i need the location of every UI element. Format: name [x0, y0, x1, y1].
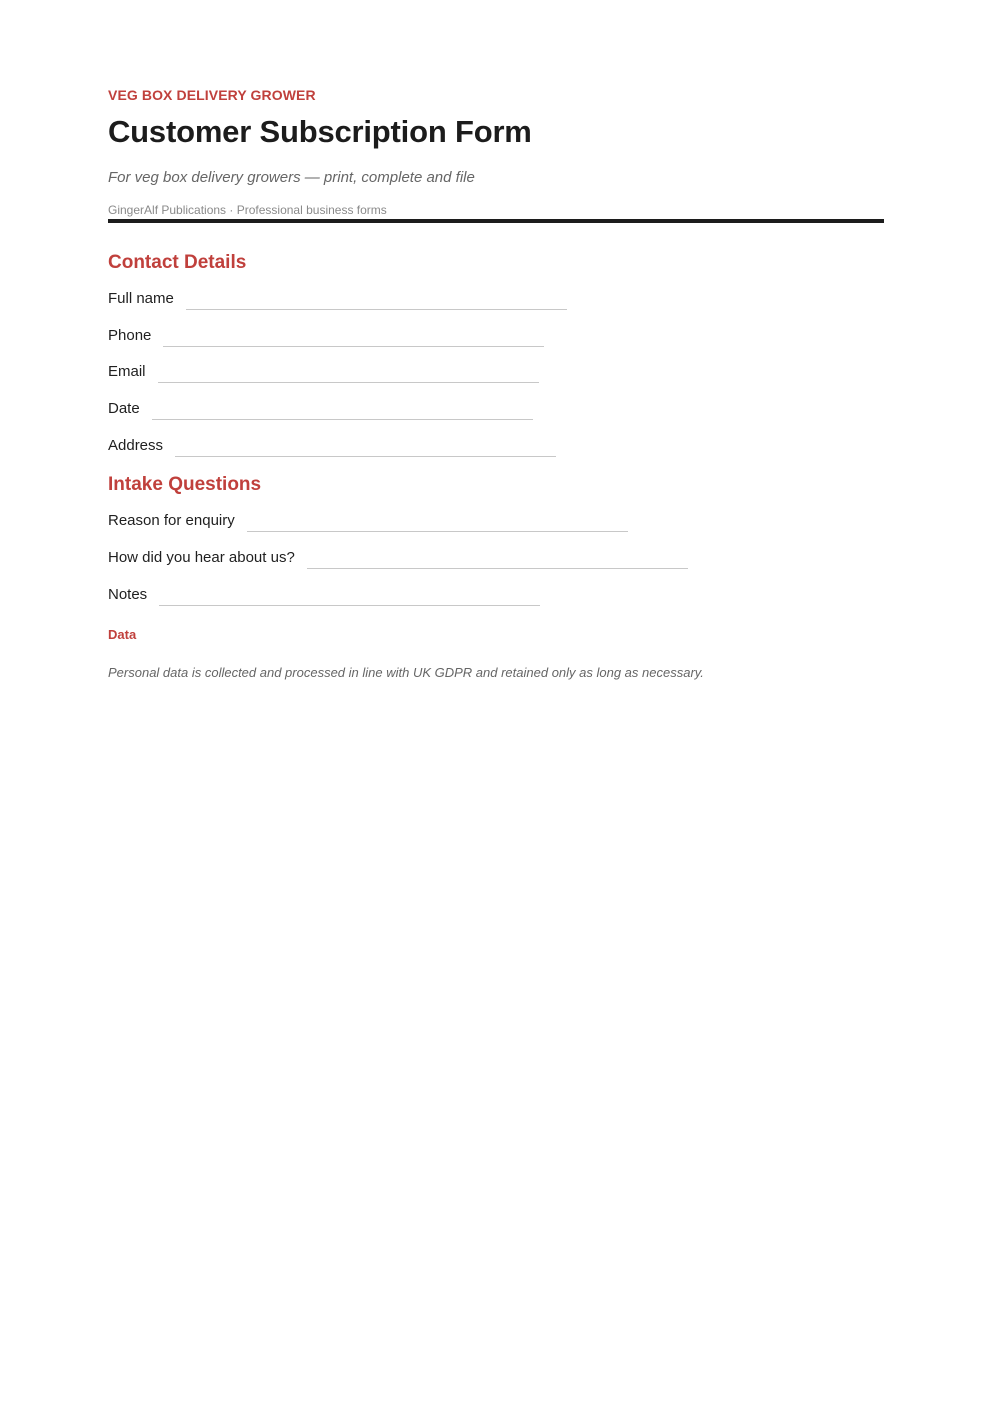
- date-field[interactable]: [108, 400, 533, 418]
- header-divider: [108, 219, 884, 223]
- data-heading: Data: [108, 627, 137, 642]
- publisher-line: GingerAlf Publications · Professional business forms: [108, 203, 387, 217]
- contact-details-heading: Contact Details: [108, 252, 247, 273]
- gdpr-note: Personal data is collected and processed in line with UK GDPR and retained only as long as necessary.: [108, 665, 704, 680]
- reason-field[interactable]: [108, 512, 628, 530]
- notes-label: Notes: [108, 586, 148, 603]
- phone-field[interactable]: [108, 327, 544, 345]
- date-label: Date: [108, 400, 140, 417]
- email-label: Email: [108, 363, 146, 380]
- reason-input-line[interactable]: [247, 531, 628, 532]
- reason-label: Reason for enquiry: [108, 512, 235, 529]
- address-field[interactable]: [108, 437, 556, 455]
- phone-label: Phone: [108, 327, 152, 344]
- email-input-line[interactable]: [158, 382, 539, 383]
- intake-questions-heading: Intake Questions: [108, 474, 262, 495]
- page-title: Customer Subscription Form: [108, 114, 532, 149]
- phone-input-line[interactable]: [163, 346, 544, 347]
- email-field[interactable]: [108, 363, 539, 381]
- full-name-field[interactable]: [108, 290, 567, 308]
- notes-input-line[interactable]: [159, 605, 540, 606]
- date-input-line[interactable]: [152, 419, 533, 420]
- referral-source-input-line[interactable]: [307, 568, 688, 569]
- address-input-line[interactable]: [175, 456, 556, 457]
- address-label: Address: [108, 437, 164, 454]
- page-subtitle: For veg box delivery growers — print, complete and file: [108, 169, 475, 186]
- referral-source-label: How did you hear about us?: [108, 549, 295, 566]
- referral-source-field[interactable]: [108, 549, 688, 567]
- full-name-input-line[interactable]: [186, 309, 567, 310]
- notes-field[interactable]: [108, 586, 540, 604]
- full-name-label: Full name: [108, 290, 174, 307]
- form-category: VEG BOX DELIVERY GROWER: [108, 87, 316, 103]
